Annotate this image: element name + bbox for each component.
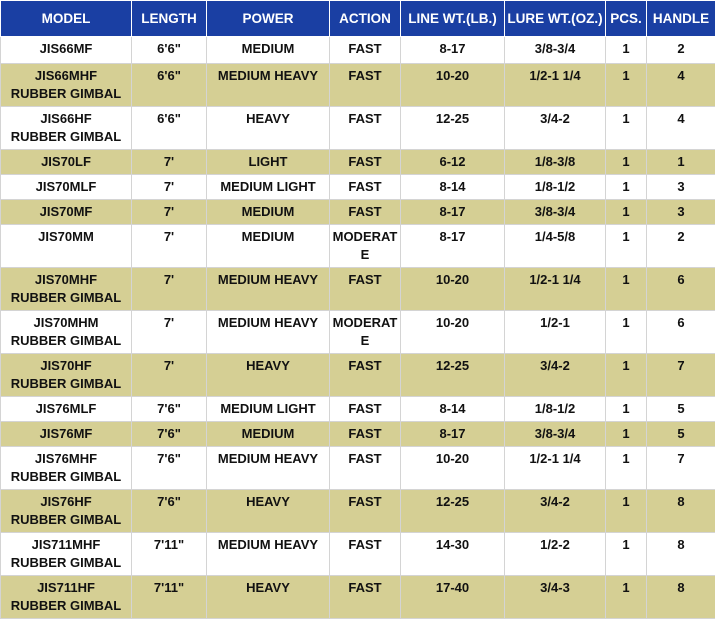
power-cell: MEDIUM HEAVY	[207, 64, 330, 107]
pieces-cell: 1	[606, 200, 647, 225]
action-cell: FAST	[330, 107, 401, 150]
header-length: LENGTH	[132, 1, 207, 37]
line-weight-cell: 12-25	[401, 107, 505, 150]
lure-weight-cell: 1/2-1	[505, 311, 606, 354]
table-row	[1, 490, 715, 533]
model-cell	[1, 150, 132, 175]
model-feature: RUBBER GIMBAL	[3, 375, 129, 393]
line-weight-cell: 8-14	[401, 397, 505, 422]
model-feature: RUBBER GIMBAL	[3, 597, 129, 615]
action-cell: FAST	[330, 533, 401, 576]
power-cell: LIGHT	[207, 150, 330, 175]
lure-weight-cell: 3/4-2	[505, 490, 606, 533]
pieces-cell: 1	[606, 397, 647, 422]
lure-weight-cell: 3/4-3	[505, 576, 606, 619]
line-weight-cell: 8-17	[401, 200, 505, 225]
model-cell	[1, 576, 132, 619]
length-cell: 7'	[132, 225, 207, 268]
model-name: JIS76MLF	[3, 400, 129, 418]
model-name: JIS70MHM	[3, 314, 129, 332]
handle-cell: 5	[647, 422, 715, 447]
line-weight-cell: 6-12	[401, 150, 505, 175]
lure-weight-cell: 1/2-1 1/4	[505, 64, 606, 107]
lure-weight-cell: 3/8-3/4	[505, 37, 606, 64]
length-cell: 6'6"	[132, 37, 207, 64]
line-weight-cell: 14-30	[401, 533, 505, 576]
power-cell: MEDIUM HEAVY	[207, 533, 330, 576]
action-cell: FAST	[330, 576, 401, 619]
power-cell: MEDIUM	[207, 37, 330, 64]
action-cell: FAST	[330, 490, 401, 533]
model-name: JIS76HF	[3, 493, 129, 511]
handle-cell: 7	[647, 447, 715, 490]
lure-weight-cell: 1/8-3/8	[505, 150, 606, 175]
power-cell: MEDIUM LIGHT	[207, 397, 330, 422]
model-name: JIS70MF	[3, 203, 129, 221]
line-weight-cell: 12-25	[401, 490, 505, 533]
model-cell	[1, 175, 132, 200]
model-cell	[1, 311, 132, 354]
length-cell: 7'	[132, 175, 207, 200]
action-cell: FAST	[330, 150, 401, 175]
header-lure-weight: LURE WT.(OZ.)	[505, 1, 606, 37]
model-feature: RUBBER GIMBAL	[3, 511, 129, 529]
table-row	[1, 422, 715, 447]
pieces-cell: 1	[606, 268, 647, 311]
pieces-cell: 1	[606, 37, 647, 64]
table-row	[1, 354, 715, 397]
lure-weight-cell: 1/2-1 1/4	[505, 268, 606, 311]
model-name: JIS70HF	[3, 357, 129, 375]
pieces-cell: 1	[606, 490, 647, 533]
table-body	[1, 37, 715, 619]
handle-cell: 8	[647, 490, 715, 533]
model-cell	[1, 447, 132, 490]
line-weight-cell: 8-14	[401, 175, 505, 200]
model-name: JIS711MHF	[3, 536, 129, 554]
model-cell	[1, 354, 132, 397]
pieces-cell: 1	[606, 533, 647, 576]
length-cell: 7'	[132, 268, 207, 311]
pieces-cell: 1	[606, 311, 647, 354]
model-cell	[1, 490, 132, 533]
pieces-cell: 1	[606, 447, 647, 490]
handle-cell: 4	[647, 107, 715, 150]
length-cell: 7'6"	[132, 397, 207, 422]
action-cell: FAST	[330, 354, 401, 397]
pieces-cell: 1	[606, 107, 647, 150]
table-row	[1, 397, 715, 422]
model-cell	[1, 422, 132, 447]
length-cell: 7'6"	[132, 422, 207, 447]
header-handle: HANDLE	[647, 1, 715, 37]
header-pieces: PCS.	[606, 1, 647, 37]
handle-cell: 2	[647, 37, 715, 64]
power-cell: MEDIUM LIGHT	[207, 175, 330, 200]
length-cell: 7'	[132, 311, 207, 354]
model-feature: RUBBER GIMBAL	[3, 332, 129, 350]
length-cell: 7'11"	[132, 533, 207, 576]
power-cell: MEDIUM HEAVY	[207, 311, 330, 354]
model-name: JIS76MF	[3, 425, 129, 443]
line-weight-cell: 8-17	[401, 37, 505, 64]
handle-cell: 6	[647, 268, 715, 311]
table-row	[1, 576, 715, 619]
power-cell: MEDIUM HEAVY	[207, 268, 330, 311]
action-cell: FAST	[330, 397, 401, 422]
model-name: JIS66MF	[3, 40, 129, 58]
handle-cell: 2	[647, 225, 715, 268]
handle-cell: 3	[647, 175, 715, 200]
power-cell: HEAVY	[207, 107, 330, 150]
model-feature: RUBBER GIMBAL	[3, 85, 129, 103]
action-cell: FAST	[330, 268, 401, 311]
action-cell: FAST	[330, 200, 401, 225]
table-row	[1, 37, 715, 64]
lure-weight-cell: 3/4-2	[505, 107, 606, 150]
model-cell	[1, 225, 132, 268]
action-cell: MODERATE	[330, 311, 401, 354]
power-cell: MEDIUM	[207, 422, 330, 447]
model-cell	[1, 107, 132, 150]
handle-cell: 4	[647, 64, 715, 107]
model-feature: RUBBER GIMBAL	[3, 289, 129, 307]
table-header	[1, 1, 715, 37]
pieces-cell: 1	[606, 225, 647, 268]
model-name: JIS70MLF	[3, 178, 129, 196]
power-cell: HEAVY	[207, 576, 330, 619]
model-feature: RUBBER GIMBAL	[3, 554, 129, 572]
lure-weight-cell: 1/8-1/2	[505, 175, 606, 200]
table-row	[1, 533, 715, 576]
table-row	[1, 107, 715, 150]
model-name: JIS76MHF	[3, 450, 129, 468]
line-weight-cell: 10-20	[401, 64, 505, 107]
power-cell: MEDIUM HEAVY	[207, 447, 330, 490]
model-feature: RUBBER GIMBAL	[3, 128, 129, 146]
action-cell: FAST	[330, 175, 401, 200]
pieces-cell: 1	[606, 150, 647, 175]
handle-cell: 8	[647, 533, 715, 576]
model-feature: RUBBER GIMBAL	[3, 468, 129, 486]
header-power: POWER	[207, 1, 330, 37]
handle-cell: 3	[647, 200, 715, 225]
line-weight-cell: 17-40	[401, 576, 505, 619]
table-row	[1, 200, 715, 225]
handle-cell: 6	[647, 311, 715, 354]
lure-weight-cell: 1/8-1/2	[505, 397, 606, 422]
pieces-cell: 1	[606, 422, 647, 447]
handle-cell: 8	[647, 576, 715, 619]
header-row	[1, 1, 715, 37]
header-model: MODEL	[1, 1, 132, 37]
line-weight-cell: 12-25	[401, 354, 505, 397]
length-cell: 6'6"	[132, 64, 207, 107]
table-row	[1, 311, 715, 354]
model-name: JIS70MHF	[3, 271, 129, 289]
model-cell	[1, 397, 132, 422]
length-cell: 7'	[132, 354, 207, 397]
pieces-cell: 1	[606, 354, 647, 397]
model-cell	[1, 200, 132, 225]
line-weight-cell: 10-20	[401, 311, 505, 354]
action-cell: MODERATE	[330, 225, 401, 268]
model-cell	[1, 533, 132, 576]
lure-weight-cell: 3/4-2	[505, 354, 606, 397]
handle-cell: 1	[647, 150, 715, 175]
line-weight-cell: 8-17	[401, 225, 505, 268]
model-cell	[1, 268, 132, 311]
table-row	[1, 150, 715, 175]
model-name: JIS66HF	[3, 110, 129, 128]
lure-weight-cell: 1/4-5/8	[505, 225, 606, 268]
length-cell: 7'11"	[132, 576, 207, 619]
pieces-cell: 1	[606, 175, 647, 200]
lure-weight-cell: 3/8-3/4	[505, 422, 606, 447]
handle-cell: 5	[647, 397, 715, 422]
power-cell: MEDIUM	[207, 225, 330, 268]
action-cell: FAST	[330, 422, 401, 447]
model-name: JIS70LF	[3, 153, 129, 171]
model-name: JIS70MM	[3, 228, 129, 246]
header-action: ACTION	[330, 1, 401, 37]
table-row	[1, 225, 715, 268]
model-name: JIS66MHF	[3, 67, 129, 85]
lure-weight-cell: 3/8-3/4	[505, 200, 606, 225]
pieces-cell: 1	[606, 576, 647, 619]
pieces-cell: 1	[606, 64, 647, 107]
model-name: JIS711HF	[3, 579, 129, 597]
action-cell: FAST	[330, 447, 401, 490]
action-cell: FAST	[330, 37, 401, 64]
header-line-weight: LINE WT.(LB.)	[401, 1, 505, 37]
length-cell: 7'	[132, 200, 207, 225]
line-weight-cell: 10-20	[401, 268, 505, 311]
length-cell: 6'6"	[132, 107, 207, 150]
action-cell: FAST	[330, 64, 401, 107]
length-cell: 7'6"	[132, 490, 207, 533]
model-cell	[1, 64, 132, 107]
table-row	[1, 64, 715, 107]
lure-weight-cell: 1/2-2	[505, 533, 606, 576]
power-cell: HEAVY	[207, 354, 330, 397]
table-row	[1, 447, 715, 490]
line-weight-cell: 10-20	[401, 447, 505, 490]
handle-cell: 7	[647, 354, 715, 397]
power-cell: HEAVY	[207, 490, 330, 533]
lure-weight-cell: 1/2-1 1/4	[505, 447, 606, 490]
power-cell: MEDIUM	[207, 200, 330, 225]
table-row	[1, 268, 715, 311]
model-cell	[1, 37, 132, 64]
length-cell: 7'6"	[132, 447, 207, 490]
length-cell: 7'	[132, 150, 207, 175]
table-row	[1, 175, 715, 200]
line-weight-cell: 8-17	[401, 422, 505, 447]
